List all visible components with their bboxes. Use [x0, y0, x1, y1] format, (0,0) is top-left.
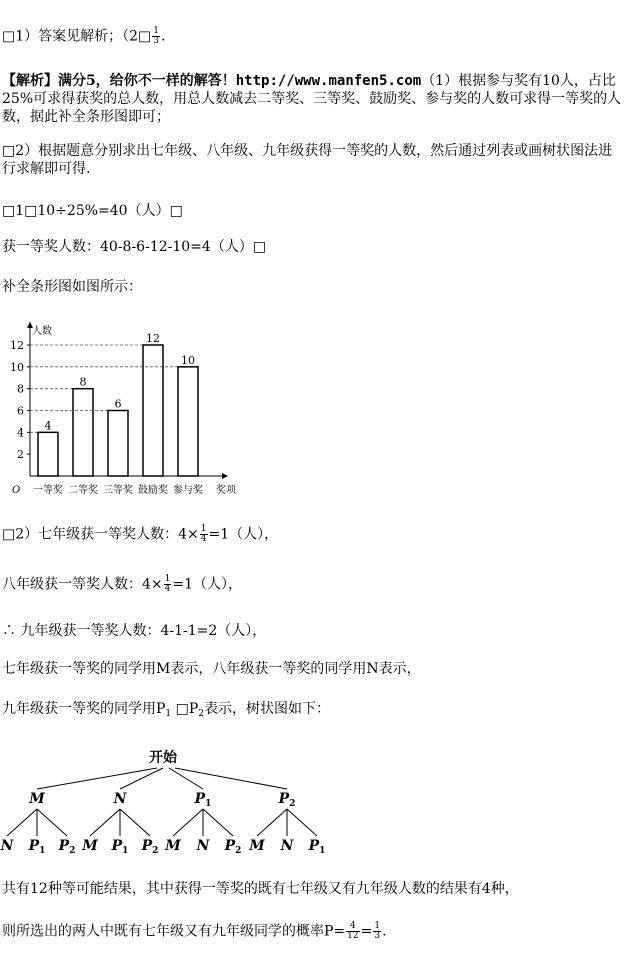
y-tick-label: 6 [17, 404, 24, 418]
tree-leaf-node: N [280, 838, 294, 854]
fraction-one-third: $\frac{1}{3}$ [374, 921, 381, 941]
bar-value-label: 12 [146, 332, 160, 345]
tree-branch [173, 809, 203, 836]
y-axis-label: 人数 [32, 326, 52, 337]
step-complete-chart: 补全条形图如图所示： [2, 279, 142, 295]
analysis-text: （1）根据参与奖有10人，占比25%可求得获奖的总人数，用总人数减去二等奖、三等奖、鼓励奖、参与奖的人数可求得一等奖的人数，据此补全条形图即可； [2, 73, 622, 125]
notation-m-n: 七年级获一等奖的同学用M表示，八年级获一等奖的同学用N表示， [2, 661, 421, 677]
y-tick-label: 8 [17, 382, 24, 396]
tree-level1-node: $P_2$ [278, 791, 296, 809]
bar [108, 411, 128, 477]
tree-leaf-node: M [249, 838, 265, 854]
bar-value-label: 10 [181, 353, 195, 367]
analysis-tag: 【解析】满分5，给你不一样的解答！ [2, 73, 236, 89]
tree-branch [120, 809, 150, 836]
grade9-first-prize: ∴ 九年级获一等奖人数：4-1-1=2（人）， [2, 623, 267, 639]
x-axis-arrow [222, 473, 228, 479]
category-label: 一等奖 [33, 485, 63, 496]
source-url: http://www.manfen5.com [235, 73, 422, 89]
grade7-first-prize: □2）七年级获一等奖人数：4× $\frac{1}{4}$ =1（人）， [2, 524, 279, 544]
bar [73, 389, 93, 476]
tree-branch [175, 768, 287, 789]
y-tick-label: 10 [10, 360, 24, 374]
bar [178, 367, 198, 476]
tree-leaf-node: M [82, 838, 98, 854]
tree-leaf-node: $P_1$ [28, 838, 46, 856]
tree-branch [169, 768, 203, 789]
analysis-paragraph [2, 72, 624, 126]
category-label: 三等奖 [103, 485, 133, 496]
tree-leaf-node: N [0, 838, 14, 854]
fraction-four-twelfths: $\frac{4}{12}$ [347, 921, 359, 941]
tree-diagram [0, 740, 330, 860]
tree-leaf-node: M [165, 838, 181, 854]
bar-value-label: 8 [79, 375, 87, 389]
tree-branch [257, 809, 287, 836]
fraction-one-quarter: $\frac{1}{4}$ [200, 524, 207, 544]
fraction-one-quarter: $\frac{1}{4}$ [164, 574, 171, 594]
bar-value-label: 4 [44, 419, 52, 433]
result-count: 共有12种等可能结果，其中获得一等奖的既有七年级又有九年级人数的结果有4种， [2, 881, 519, 897]
tree-leaf-node: $P_1$ [308, 838, 326, 856]
bar [143, 345, 163, 476]
tree-leaf-node: $P_2$ [58, 838, 76, 856]
tree-leaf-node: N [196, 838, 210, 854]
tree-level1-node: M [29, 791, 45, 807]
y-tick-label: 4 [17, 426, 24, 440]
step-first-prize: 获一等奖人数：40-8-6-12-10=4（人）□ [2, 239, 267, 255]
fraction-one-third: $\frac{1}{3}$ [153, 26, 160, 46]
category-label: 鼓励奖 [138, 485, 168, 496]
tree-leaf-node: $P_2$ [141, 838, 159, 856]
tree-level1-node: N [113, 791, 127, 807]
bar [38, 432, 58, 476]
notation-p: 九年级获一等奖的同学用$P_1$ $□P_2$表示，树状图如下： [2, 701, 330, 719]
origin-label: O [12, 485, 21, 496]
tree-branch [90, 809, 120, 836]
x-axis-label: 奖项 [216, 485, 236, 496]
result-probability: 则所选出的两人中既有七年级又有九年级同学的概率P= $\frac{4}{12}$ = $\frac{1}{3}$ . [2, 921, 387, 941]
tree-leaf-node: $P_2$ [224, 838, 242, 856]
part1-answer: □1）答案见解析；（2□ $\frac{1}{3}$ . [2, 26, 166, 46]
tree-leaf-node: $P_1$ [111, 838, 129, 856]
bar-chart [0, 310, 260, 500]
tree-branch [203, 809, 233, 836]
tree-level1-node: $P_1$ [194, 791, 212, 809]
analysis-part2: □2）根据题意分别求出七年级、八年级、九年级获得一等奖的人数，然后通过列表或画树状图法进行求解即可得. [2, 143, 613, 177]
tree-branch [37, 809, 67, 836]
bar-value-label: 6 [114, 397, 122, 411]
tree-branch [7, 809, 37, 836]
y-tick-label: 2 [17, 448, 24, 462]
category-label: 二等奖 [68, 485, 98, 496]
category-label: 参与奖 [173, 485, 203, 496]
step-total: □1□10÷25%=40（人）□ [2, 203, 183, 219]
y-tick-label: 12 [10, 339, 24, 352]
tree-branch [287, 809, 317, 836]
tree-branch [37, 768, 157, 789]
grade8-first-prize: 八年级获一等奖人数：4× $\frac{1}{4}$ =1（人）， [2, 574, 243, 594]
tree-root-label: 开始 [149, 750, 177, 766]
